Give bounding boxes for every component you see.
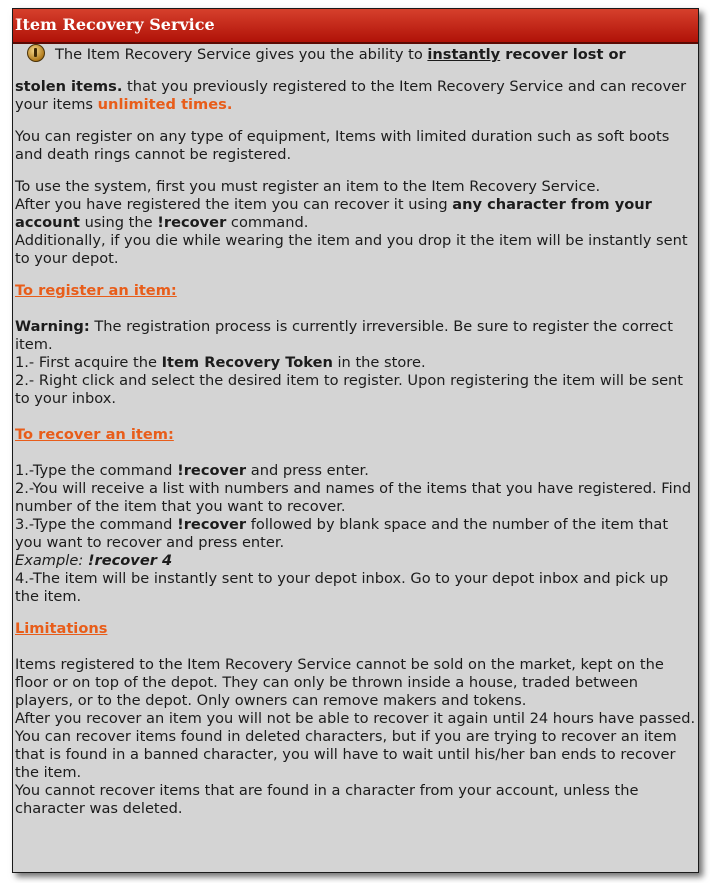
register-warning bbox=[15, 318, 696, 354]
use-line-2 bbox=[15, 196, 696, 232]
recover-step-2: 2.-You will receive a list with numbers and names of the items that you have registered. Find number of the item that you want to recover. bbox=[15, 480, 692, 515]
recover-step1-c: and press enter. bbox=[246, 462, 369, 479]
recover-step1-a: 1.-Type the command bbox=[15, 462, 178, 479]
example-command: !recover 4 bbox=[87, 552, 173, 569]
recover-step3-a: 3.-Type the command bbox=[15, 516, 178, 533]
intro-bold-2: stolen items. bbox=[15, 78, 123, 95]
example-label: Example: bbox=[15, 552, 88, 569]
coin-icon bbox=[27, 44, 45, 62]
equipment-paragraph: You can register on any type of equipment, Items with limited duration such as soft boots and death rings cannot be registered. bbox=[15, 128, 670, 163]
recover-step-1 bbox=[15, 462, 696, 480]
register-heading: To register an item: bbox=[15, 282, 177, 299]
intro-highlight: unlimited times. bbox=[97, 96, 233, 113]
limitations-line-4: You cannot recover items that are found in a character from your account, unless the character was deleted. bbox=[15, 782, 639, 817]
use-text-a: After you have registered the item you can recover it using bbox=[15, 196, 453, 213]
warning-text: The registration process is currently irreversible. Be sure to register the correct item. bbox=[15, 318, 673, 353]
use-text-c: using the bbox=[79, 214, 158, 231]
intro-bold-1: recover lost or bbox=[500, 46, 626, 63]
warning-label: Warning: bbox=[15, 318, 90, 335]
register-step-1 bbox=[15, 354, 696, 372]
recover-step-3 bbox=[15, 516, 696, 552]
recover-step3-cmd: !recover bbox=[177, 516, 247, 533]
intro-text-2: that you previously registered to the Item Recovery Service and can recover your items bbox=[15, 78, 687, 113]
recover-example bbox=[15, 552, 696, 570]
recovery-panel bbox=[12, 8, 699, 873]
intro-paragraph-cont bbox=[15, 78, 696, 114]
panel-title: Item Recovery Service bbox=[13, 9, 698, 44]
limitations-line-3: You can recover items found in deleted characters, but if you are trying to recover an item that is found in a banned character, you will have to wait until his/her ban ends to recover the item. bbox=[15, 728, 677, 781]
intro-paragraph bbox=[15, 44, 696, 64]
use-bold-command: !recover bbox=[157, 214, 227, 231]
limitations-line-1: Items registered to the Item Recovery Service cannot be sold on the market, kept on the floor or on top of the depot. They can only be thrown inside a house, traded between players, or to the depot. Only owners can remove makers and tokens. bbox=[15, 656, 664, 709]
register-step1-token: Item Recovery Token bbox=[161, 354, 333, 371]
register-step-2: 2.- Right click and select the desired item to register. Upon registering the item will be sent to your inbox. bbox=[15, 372, 684, 407]
register-step1-a: 1.- First acquire the bbox=[15, 354, 162, 371]
use-bold-character: any character from your account bbox=[15, 196, 652, 231]
use-line-3: Additionally, if you die while wearing the item and you drop it the item will be instantly sent to your depot. bbox=[15, 232, 688, 267]
limitations-line-2: After you recover an item you will not be able to recover it again until 24 hours have passed. bbox=[15, 710, 696, 727]
intro-text-1: The Item Recovery Service gives you the ability to bbox=[55, 46, 428, 63]
intro-instantly: instantly bbox=[427, 46, 501, 63]
use-text-e: command. bbox=[226, 214, 309, 231]
use-line-1: To use the system, first you must register an item to the Item Recovery Service. bbox=[15, 178, 601, 195]
limitations-heading: Limitations bbox=[15, 620, 108, 637]
recover-step-4: 4.-The item will be instantly sent to your depot inbox. Go to your depot inbox and pick up the item. bbox=[15, 570, 669, 605]
register-step1-c: in the store. bbox=[332, 354, 426, 371]
panel-content bbox=[13, 44, 698, 818]
recover-step1-cmd: !recover bbox=[177, 462, 247, 479]
recover-heading: To recover an item: bbox=[15, 426, 174, 443]
recover-step3-c: followed by blank space and the number of the item that you want to recover and press enter. bbox=[15, 516, 669, 551]
